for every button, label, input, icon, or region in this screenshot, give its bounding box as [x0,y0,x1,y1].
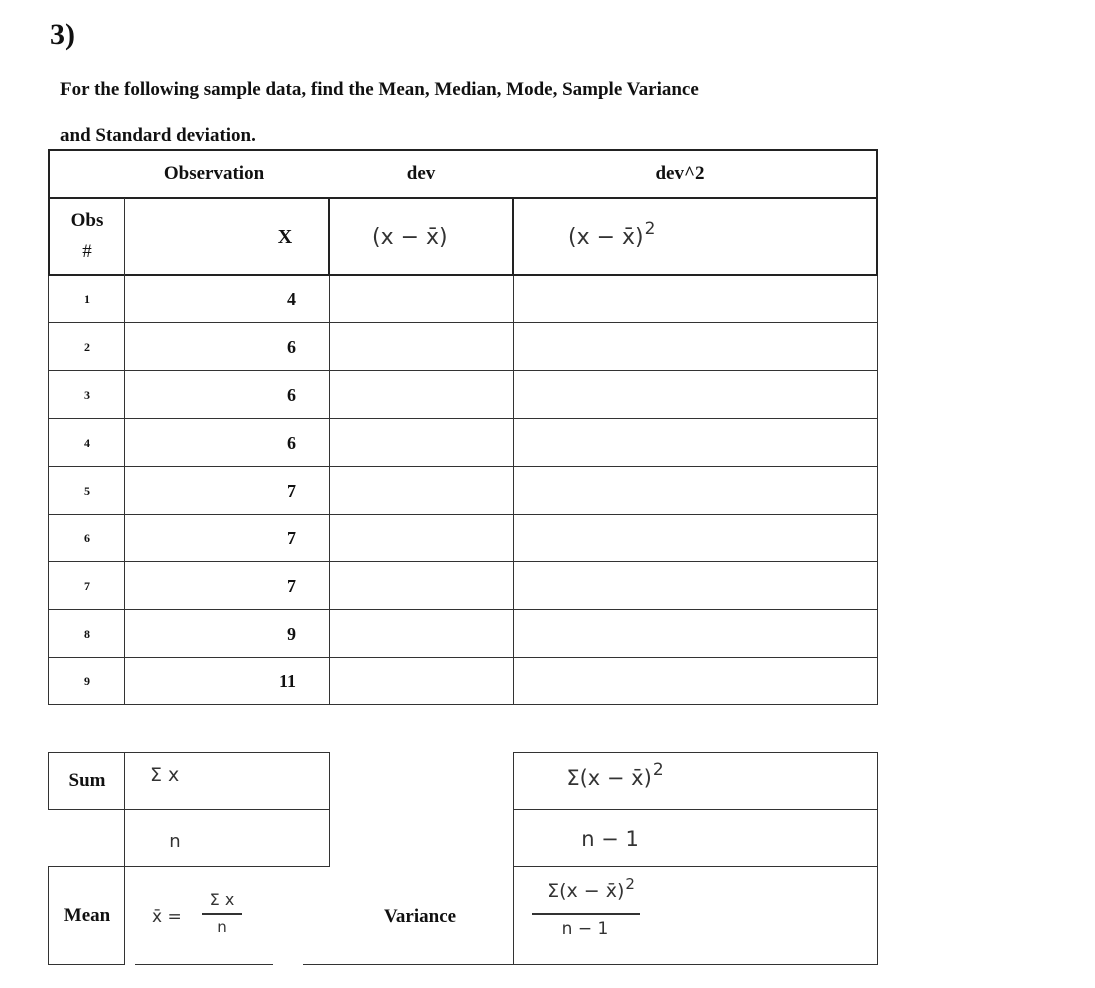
variance-fraction-bar [532,913,640,915]
n-minus-one: n − 1 [581,827,639,851]
obs-number: 8 [84,626,90,641]
mean-denominator: n [217,918,227,936]
mean-lhs: x̄ = [152,907,182,927]
x-value: 6 [287,432,296,453]
instruction-line-2: and Standard deviation. [60,125,256,146]
obs-number: 5 [84,483,90,498]
x-value: 7 [287,527,296,548]
n-symbol: n [169,830,181,852]
obs-number: 2 [84,339,90,354]
obs-number: 1 [84,291,90,306]
x-value: 7 [287,480,296,501]
obs-number: 7 [84,578,90,593]
mean-fraction-bar [202,913,242,915]
header-dev-formula: (x − x̄) [372,224,448,250]
header-dev: dev [406,163,436,184]
obs-number: 4 [84,435,90,450]
header-dev-squared: dev^2 [655,163,705,184]
x-value: 4 [287,288,296,309]
sum-dev-squared-formula: Σ(x − x̄) 2 [566,760,664,790]
x-value: 9 [287,623,296,644]
header-dev-squared-formula: (x − x̄) 2 [568,219,656,250]
header-obs: Obs [70,210,104,231]
variance-numerator: Σ(x − x̄) 2 [547,875,635,902]
header-observation: Observation [163,163,265,184]
sum-label: Sum [68,770,106,791]
x-value: 7 [287,575,296,596]
x-value: 6 [287,384,296,405]
instruction-line-1: For the following sample data, find the Mean, Median, Mode, Sample Variance [60,79,699,100]
sum-x-formula: Σ x [150,764,180,786]
obs-number: 9 [84,673,90,688]
x-value: 6 [287,336,296,357]
obs-number: 3 [84,387,90,402]
variance-label: Variance [383,906,457,927]
mean-numerator: Σ x [209,889,235,909]
mean-label: Mean [63,905,111,926]
header-obs-hash: # [82,241,92,262]
x-value: 11 [278,670,296,691]
header-x: X [277,225,293,248]
question-number: 3) [50,18,75,51]
variance-denominator: n − 1 [561,919,609,939]
obs-number: 6 [84,530,90,545]
